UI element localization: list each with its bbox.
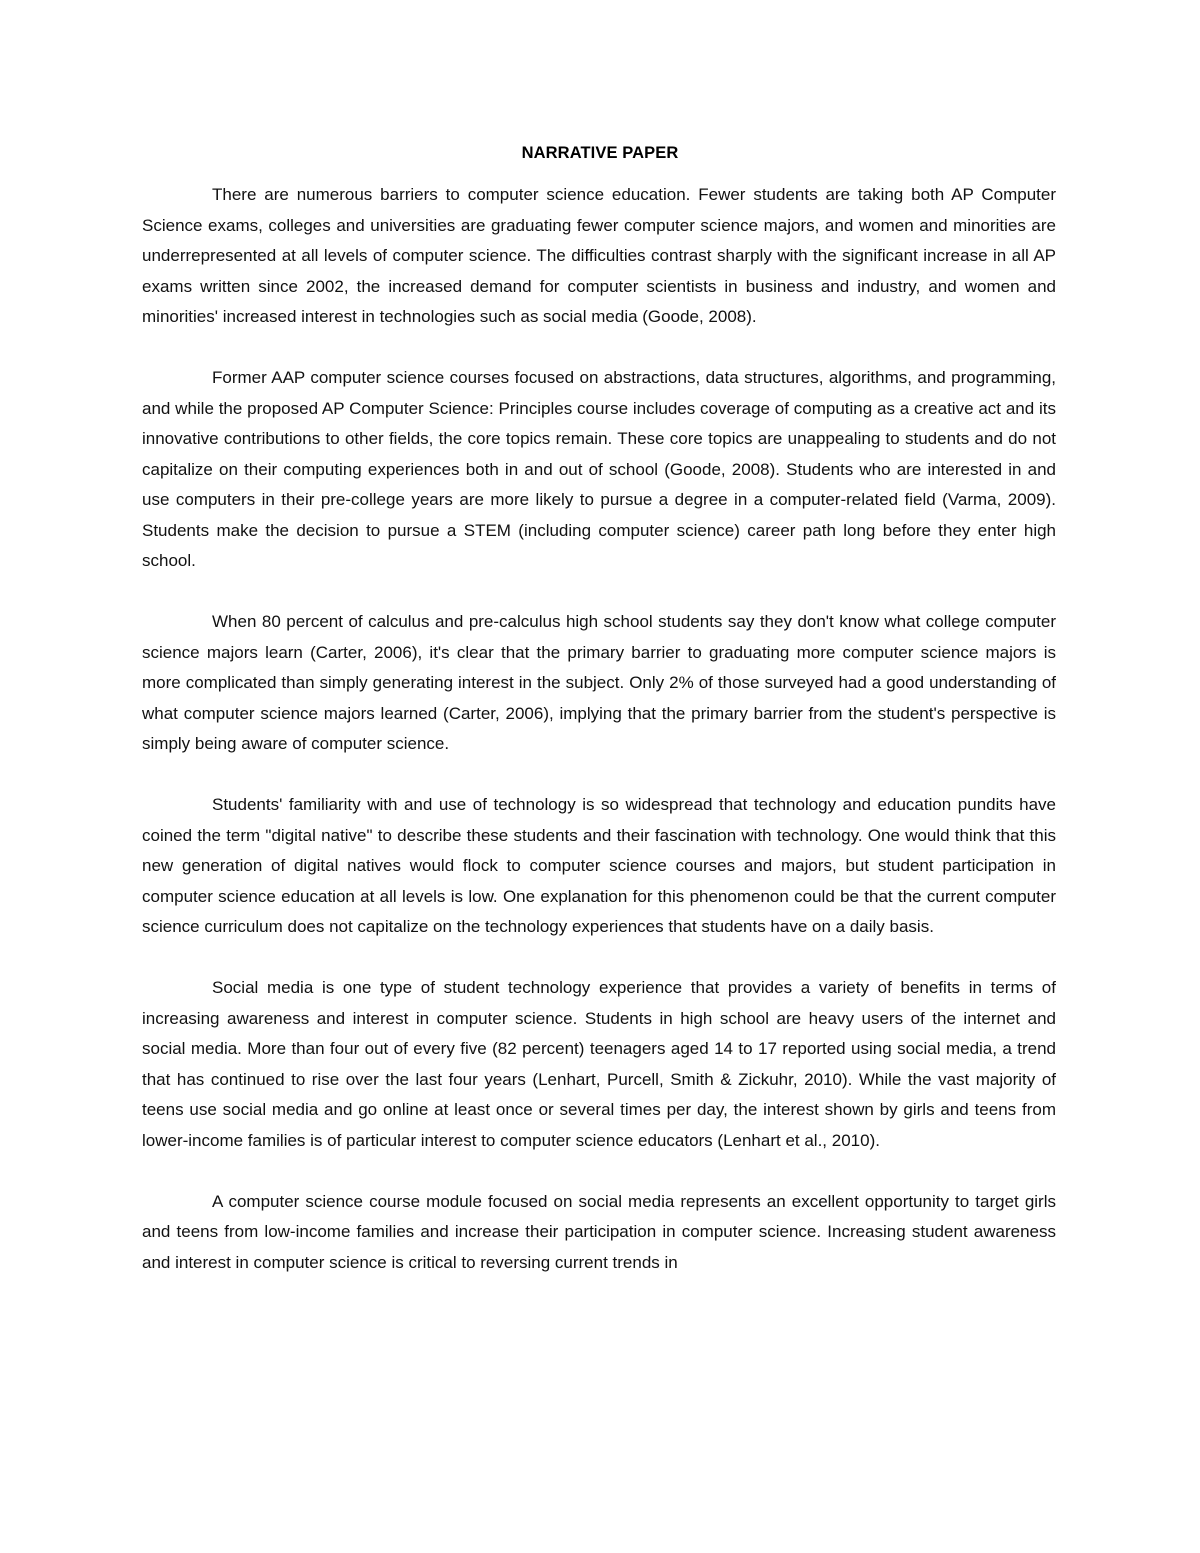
paragraph-1: There are numerous barriers to computer science education. Fewer students are taking both AP Computer Science exams, colleges and universities are graduating fewer computer science majors, and women and minorities are underrepresented at all levels of computer science. The difficulties contrast sharply with the significant increase in all AP exams written since 2002, the increased demand for computer scientists in business and industry, and women and minorities' increased interest in technologies such as social media (Goode, 2008). [142,185,1056,326]
paragraph-3: When 80 percent of calculus and pre-calculus high school students say they don't know what college computer science majors learn (Carter, 2006), it's clear that the primary barrier to graduating more computer science majors is more complicated than simply generating interest in the subject. Only 2% of those surveyed had a good understanding of what computer science majors learned (Carter, 2006), implying that the primary barrier from the student's perspective is simply being aware of computer science. [142,612,1056,753]
paragraph-4: Students' familiarity with and use of technology is so widespread that technology and education pundits have coined the term "digital native" to describe these students and their fascination with technology. One would think that this new generation of digital natives would flock to computer science courses and majors, but student participation in computer science education at all levels is low. One explanation for this phenomenon could be that the current computer science curriculum does not capitalize on the technology experiences that students have on a daily basis. [142,795,1056,936]
paragraph-5: Social media is one type of student technology experience that provides a variety of benefits in terms of increasing awareness and interest in computer science. Students in high school are heavy users of the internet and social media. More than four out of every five (82 percent) teenagers aged 14 to 17 reported using social media, a trend that has continued to rise over the last four years (Lenhart, Purcell, Smith & Zickuhr, 2010). While the vast majority of teens use social media and go online at least once or several times per day, the interest shown by girls and teens from lower-income families is of particular interest to computer science educators (Lenhart et al., 2010). [142,978,1056,1150]
paragraph-6: A computer science course module focused on social media represents an excellent opportunity to target girls and teens from low-income families and increase their participation in computer science. Increasing student awareness and interest in computer science is critical to reversing current trends in [142,1191,1056,1272]
document-body [142,180,1056,1309]
document-title: NARRATIVE PAPER [521,144,679,162]
paragraph-2: Former AAP computer science courses focused on abstractions, data structures, algorithms, and programming, and while the proposed AP Computer Science: Principles course includes coverage of computing as a creative act and its innovative contributions to other fields, the core topics remain. These core topics are unappealing to students and do not capitalize on their computing experiences both in and out of school (Goode, 2008). Students who are interested in and use computers in their pre-college years are more likely to pursue a degree in a computer-related field (Varma, 2009). Students make the decision to pursue a STEM (including computer science) career path long before they enter high school. [142,368,1056,570]
